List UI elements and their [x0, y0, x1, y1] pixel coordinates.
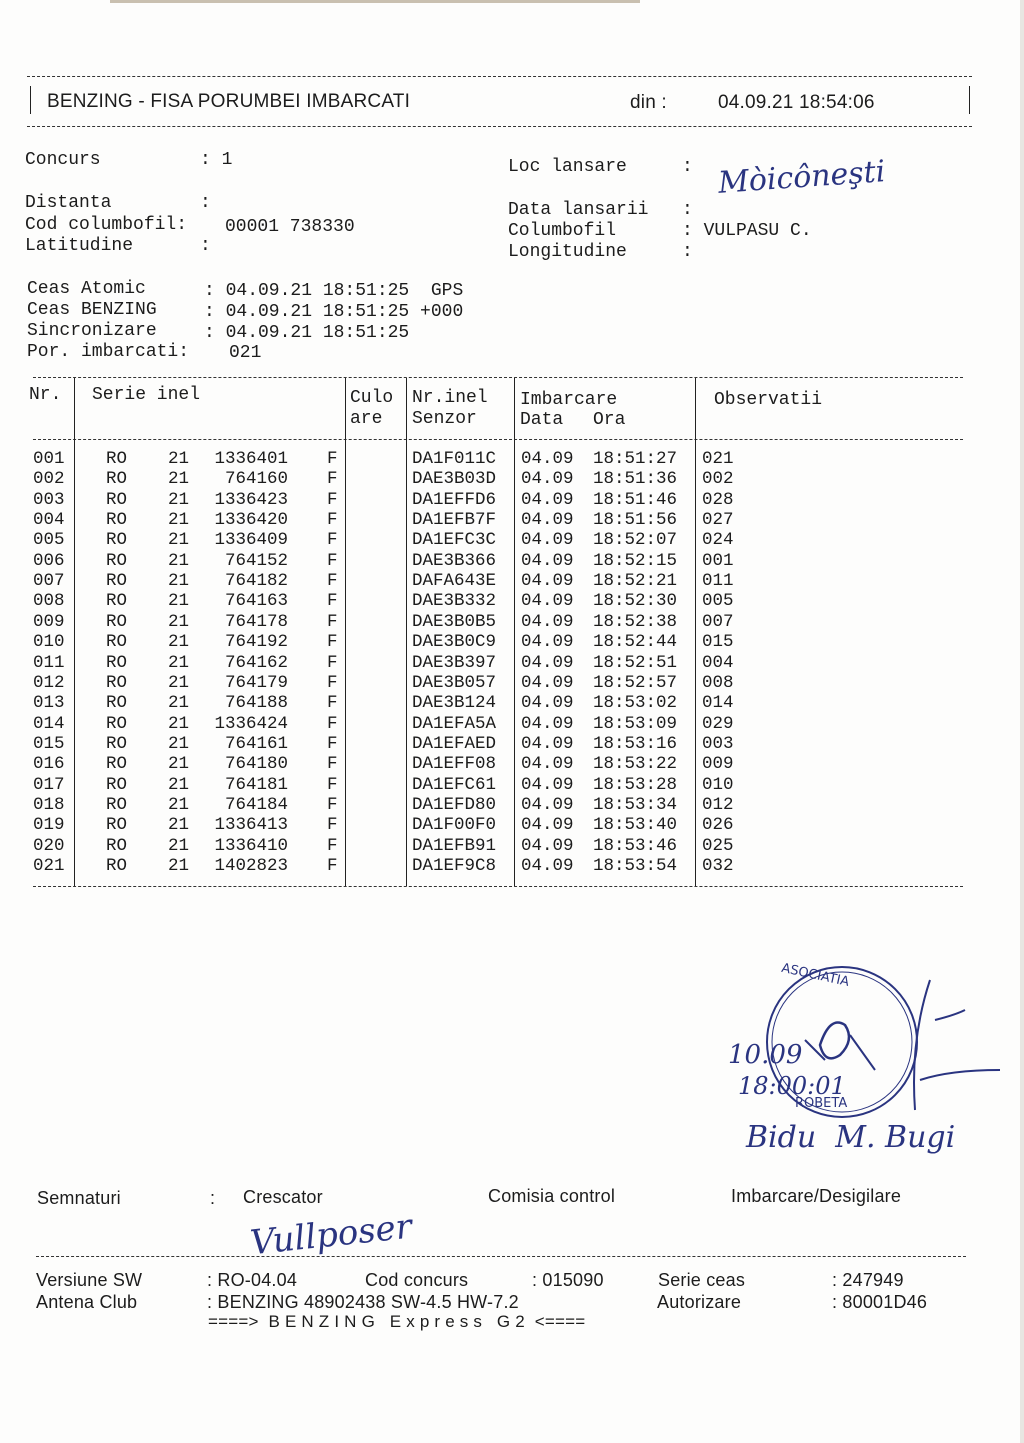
cell-senzor: DA1EFC61 [412, 774, 497, 795]
cell-data: 04.09 [521, 571, 574, 592]
cell-data: 04.09 [521, 774, 574, 795]
cell-sex: F [327, 856, 338, 876]
cell-observatii: 025 [702, 835, 734, 856]
header-right-border [969, 86, 970, 114]
header-din-label: din : [630, 92, 667, 113]
cell-senzor: DAE3B397 [412, 652, 497, 673]
header-din-value: 04.09.21 18:54:06 [718, 92, 875, 113]
cell-tara: RO [106, 489, 128, 510]
cell-data: 04.09 [521, 632, 574, 653]
cell-ora: 18:52:07 [593, 530, 678, 551]
cell-sex: F [327, 632, 338, 653]
cell-inel: 764179 [224, 672, 288, 693]
cell-ora: 18:52:30 [593, 591, 678, 612]
cell-data: 04.09 [521, 835, 574, 856]
cell-tara: RO [106, 550, 128, 571]
antena-club-label: Antena Club [36, 1292, 138, 1312]
cell-data: 04.09 [521, 591, 574, 612]
cell-observatii: 015 [702, 632, 734, 653]
table-row [0, 653, 1024, 673]
cell-tara: RO [106, 611, 128, 632]
versiune-sw-label: Versiune SW [36, 1270, 143, 1290]
table-row [0, 734, 1024, 754]
table-row [0, 815, 1024, 835]
stamp-text-bottom: ROBETA [795, 1096, 848, 1111]
cell-observatii: 005 [702, 591, 734, 612]
cell-ora: 18:52:51 [593, 652, 678, 673]
cell-an: 21 [168, 489, 190, 510]
header-nr-inel: Nr.inel [412, 388, 488, 408]
cell-an: 21 [168, 652, 190, 673]
table-row [0, 510, 1024, 530]
cell-data: 04.09 [521, 489, 574, 510]
cell-senzor: DAE3B03D [412, 469, 497, 490]
cell-observatii: 009 [702, 754, 734, 775]
cell-nr: 003 [33, 489, 65, 510]
por-imbarcati-label: Por. imbarcati: [27, 342, 190, 362]
cell-an: 21 [168, 815, 190, 836]
table-row [0, 632, 1024, 652]
header-data: Data [520, 410, 564, 430]
crescator-signature: Vullposer [248, 1206, 414, 1264]
cell-sex: F [327, 672, 338, 693]
por-imbarcati-value: 021 [229, 343, 262, 363]
cell-ora: 18:53:09 [593, 713, 678, 734]
autorizare-value: : 80001D46 [832, 1292, 928, 1312]
table-row [0, 795, 1024, 815]
cod-columbofil-value: 00001 738330 [225, 217, 355, 237]
header-bottom-border [27, 126, 972, 127]
cell-inel: 1336409 [214, 530, 288, 551]
distanta-label: Distanta [25, 193, 112, 213]
concurs-label: Concurs [25, 150, 101, 170]
antena-club-value: : BENZING 48902438 SW-4.5 HW-7.2 [207, 1292, 519, 1312]
cell-inel: 764182 [224, 571, 288, 592]
cell-an: 21 [168, 733, 190, 754]
cell-tara: RO [106, 632, 128, 653]
header-ora: Ora [593, 410, 626, 430]
cell-observatii: 010 [702, 774, 734, 795]
cell-observatii: 032 [702, 856, 734, 876]
cell-ora: 18:53:46 [593, 835, 678, 856]
stamp-handwritten-time: 18:00:01 [738, 1072, 846, 1100]
cod-concurs-label: Cod concurs [365, 1270, 469, 1290]
sincronizare-value: : 04.09.21 18:51:25 [204, 323, 410, 343]
cell-ora: 18:52:21 [593, 571, 678, 592]
table-row [0, 673, 1024, 693]
stamp-text-top: ASOCIATIA [780, 960, 851, 990]
cell-inel: 764192 [224, 632, 288, 653]
header-culo: Culo [350, 388, 394, 408]
loc-lansare-colon: : [682, 157, 693, 177]
header-senzor: Senzor [412, 409, 477, 429]
cell-inel: 764162 [224, 652, 288, 673]
cell-inel: 1336423 [214, 489, 288, 510]
cell-senzor: DAE3B124 [412, 693, 497, 714]
table-bottom-border [33, 886, 963, 887]
cell-data: 04.09 [521, 449, 574, 469]
cell-an: 21 [168, 794, 190, 815]
cell-nr: 015 [33, 733, 65, 754]
header-imbarcare: Imbarcare [520, 390, 618, 410]
table-top-border [33, 377, 963, 378]
cell-tara: RO [106, 469, 128, 490]
cell-ora: 18:52:57 [593, 672, 678, 693]
cell-data: 04.09 [521, 510, 574, 531]
header-title: BENZING - FISA PORUMBEI IMBARCATI [47, 91, 411, 112]
cell-senzor: DAE3B0C9 [412, 632, 497, 653]
header-top-border [27, 76, 972, 77]
versiune-sw-value: : RO-04.04 [207, 1270, 298, 1290]
data-lansarii-colon: : [682, 200, 693, 220]
cell-an: 21 [168, 611, 190, 632]
cell-observatii: 011 [702, 571, 734, 592]
cell-senzor: DA1EFA5A [412, 713, 497, 734]
table-row [0, 612, 1024, 632]
cell-an: 21 [168, 591, 190, 612]
cell-sex: F [327, 469, 338, 490]
cell-observatii: 007 [702, 611, 734, 632]
cell-sex: F [327, 794, 338, 815]
cell-ora: 18:51:56 [593, 510, 678, 531]
cell-ora: 18:52:38 [593, 611, 678, 632]
cell-observatii: 014 [702, 693, 734, 714]
sincronizare-label: Sincronizare [27, 321, 157, 341]
longitudine-colon: : [682, 242, 693, 262]
table-row [0, 754, 1024, 774]
latitudine-value: : [200, 236, 211, 256]
cell-data: 04.09 [521, 530, 574, 551]
cell-senzor: DA1F00F0 [412, 815, 497, 836]
cell-sex: F [327, 571, 338, 592]
table-row [0, 449, 1024, 469]
cell-data: 04.09 [521, 550, 574, 571]
cell-inel: 1336410 [214, 835, 288, 856]
table-row [0, 775, 1024, 795]
cell-data: 04.09 [521, 611, 574, 632]
cell-data: 04.09 [521, 794, 574, 815]
table-header-separator [33, 439, 963, 440]
cell-nr: 010 [33, 632, 65, 653]
cell-inel: 764160 [224, 469, 288, 490]
cell-inel: 764180 [224, 754, 288, 775]
cell-data: 04.09 [521, 672, 574, 693]
cell-sex: F [327, 510, 338, 531]
loc-lansare-label: Loc lansare [508, 157, 627, 177]
cell-tara: RO [106, 591, 128, 612]
cell-observatii: 008 [702, 672, 734, 693]
cell-tara: RO [106, 794, 128, 815]
autorizare-label: Autorizare [657, 1292, 742, 1312]
table-row [0, 530, 1024, 550]
cell-inel: 764181 [224, 774, 288, 795]
table-row [0, 490, 1024, 510]
cell-ora: 18:51:36 [593, 469, 678, 490]
cell-sex: F [327, 611, 338, 632]
cell-senzor: DA1EFD80 [412, 794, 497, 815]
cell-data: 04.09 [521, 856, 574, 876]
imbarcare-desigilare-label: Imbarcare/Desigilare [731, 1186, 902, 1206]
cell-sex: F [327, 652, 338, 673]
cell-nr: 008 [33, 591, 65, 612]
cell-sex: F [327, 693, 338, 714]
cell-observatii: 021 [702, 449, 734, 469]
cell-tara: RO [106, 835, 128, 856]
scan-edge-line [110, 0, 640, 3]
cell-nr: 007 [33, 571, 65, 592]
commission-signature: Bidu M. Bugi [746, 1120, 956, 1155]
cell-tara: RO [106, 510, 128, 531]
cell-ora: 18:53:02 [593, 693, 678, 714]
columbofil-label: Columbofil [508, 221, 617, 241]
cell-tara: RO [106, 713, 128, 734]
cell-observatii: 029 [702, 713, 734, 734]
signature-line [36, 1256, 966, 1257]
ceas-atomic-value: : 04.09.21 18:51:25 GPS [204, 281, 464, 301]
cell-senzor: DAE3B057 [412, 672, 497, 693]
cell-ora: 18:51:27 [593, 449, 678, 469]
cell-an: 21 [168, 713, 190, 734]
cod-columbofil-label: Cod columbofil: [25, 215, 188, 235]
cell-sex: F [327, 550, 338, 571]
cell-ora: 18:53:28 [593, 774, 678, 795]
cell-inel: 1336424 [214, 713, 288, 734]
semnaturi-colon: : [210, 1188, 216, 1208]
cell-tara: RO [106, 449, 128, 469]
cell-nr: 011 [33, 652, 65, 673]
cell-ora: 18:53:40 [593, 815, 678, 836]
header-left-border [30, 86, 31, 114]
cell-an: 21 [168, 550, 190, 571]
cod-concurs-value: : 015090 [532, 1270, 604, 1290]
cell-senzor: DA1EF9C8 [412, 856, 497, 876]
cell-observatii: 004 [702, 652, 734, 673]
cell-tara: RO [106, 571, 128, 592]
crescator-label: Crescator [243, 1187, 323, 1207]
latitudine-label: Latitudine [25, 236, 134, 256]
loc-lansare-handwritten: Mòicôneşti [716, 154, 887, 201]
cell-tara: RO [106, 693, 128, 714]
cell-sex: F [327, 489, 338, 510]
cell-tara: RO [106, 530, 128, 551]
cell-an: 21 [168, 510, 190, 531]
cell-inel: 1336413 [214, 815, 288, 836]
cell-ora: 18:53:34 [593, 794, 678, 815]
cell-data: 04.09 [521, 652, 574, 673]
cell-senzor: DA1F011C [412, 449, 497, 469]
cell-an: 21 [168, 530, 190, 551]
cell-senzor: DAE3B0B5 [412, 611, 497, 632]
cell-an: 21 [168, 469, 190, 490]
cell-an: 21 [168, 835, 190, 856]
cell-tara: RO [106, 754, 128, 775]
cell-nr: 004 [33, 510, 65, 531]
cell-nr: 013 [33, 693, 65, 714]
cell-nr: 018 [33, 794, 65, 815]
header-are: are [350, 409, 383, 429]
cell-an: 21 [168, 693, 190, 714]
cell-observatii: 024 [702, 530, 734, 551]
cell-ora: 18:52:44 [593, 632, 678, 653]
cell-nr: 006 [33, 550, 65, 571]
table-row [0, 693, 1024, 713]
cell-senzor: DA1EFAED [412, 733, 497, 754]
cell-ora: 18:51:46 [593, 489, 678, 510]
cell-nr: 014 [33, 713, 65, 734]
cell-sex: F [327, 530, 338, 551]
cell-observatii: 028 [702, 489, 734, 510]
cell-sex: F [327, 733, 338, 754]
cell-senzor: DA1EFFD6 [412, 489, 497, 510]
cell-sex: F [327, 591, 338, 612]
semnaturi-label: Semnaturi [37, 1188, 121, 1208]
table-row [0, 591, 1024, 611]
cell-senzor: DA1EFB7F [412, 510, 497, 531]
cell-nr: 020 [33, 835, 65, 856]
cell-tara: RO [106, 652, 128, 673]
columbofil-value: : VULPASU C. [682, 221, 812, 241]
header-nr: Nr. [29, 385, 62, 405]
table-row [0, 469, 1024, 489]
cell-nr: 017 [33, 774, 65, 795]
distanta-value: : [200, 193, 211, 213]
cell-inel: 1336401 [214, 449, 288, 469]
cell-inel: 764161 [224, 733, 288, 754]
cell-an: 21 [168, 449, 190, 469]
cell-ora: 18:52:15 [593, 550, 678, 571]
cell-ora: 18:53:16 [593, 733, 678, 754]
cell-data: 04.09 [521, 713, 574, 734]
cell-nr: 002 [33, 469, 65, 490]
cell-data: 04.09 [521, 693, 574, 714]
cell-senzor: DAE3B366 [412, 550, 497, 571]
cell-observatii: 001 [702, 550, 734, 571]
ceas-atomic-label: Ceas Atomic [27, 279, 146, 299]
cell-nr: 005 [33, 530, 65, 551]
cell-data: 04.09 [521, 733, 574, 754]
header-observatii: Observatii [714, 390, 823, 410]
cell-an: 21 [168, 774, 190, 795]
cell-sex: F [327, 835, 338, 856]
cell-data: 04.09 [521, 815, 574, 836]
benzing-banner: ====> B E N Z I N G E x p r e s s G 2 <==== [208, 1312, 586, 1331]
cell-inel: 1402823 [214, 856, 288, 876]
cell-nr: 012 [33, 672, 65, 693]
cell-nr: 021 [33, 856, 65, 876]
stamp-handwritten-date: 10.09 [728, 1040, 803, 1070]
serie-ceas-value: : 247949 [832, 1270, 904, 1290]
table-row [0, 551, 1024, 571]
cell-observatii: 027 [702, 510, 734, 531]
cell-senzor: DA1EFC3C [412, 530, 497, 551]
cell-ora: 18:53:54 [593, 856, 678, 876]
cell-senzor: DA1EFF08 [412, 754, 497, 775]
comisia-control-label: Comisia control [488, 1186, 616, 1206]
table-row [0, 571, 1024, 591]
cell-inel: 764152 [224, 550, 288, 571]
cell-observatii: 002 [702, 469, 734, 490]
serie-ceas-label: Serie ceas [658, 1270, 746, 1290]
cell-inel: 764163 [224, 591, 288, 612]
cell-nr: 019 [33, 815, 65, 836]
cell-data: 04.09 [521, 754, 574, 775]
cell-an: 21 [168, 571, 190, 592]
cell-sex: F [327, 774, 338, 795]
data-lansarii-label: Data lansarii [508, 200, 649, 220]
cell-tara: RO [106, 856, 128, 876]
stamp-area [720, 960, 1010, 1170]
cell-observatii: 012 [702, 794, 734, 815]
cell-tara: RO [106, 774, 128, 795]
cell-nr: 016 [33, 754, 65, 775]
cell-sex: F [327, 754, 338, 775]
longitudine-label: Longitudine [508, 242, 627, 262]
ceas-benzing-value: : 04.09.21 18:51:25 +000 [204, 302, 464, 322]
cell-an: 21 [168, 632, 190, 653]
header-serie-inel: Serie inel [92, 385, 201, 405]
cell-sex: F [327, 449, 338, 469]
cell-senzor: DAE3B332 [412, 591, 497, 612]
cell-observatii: 003 [702, 733, 734, 754]
cell-an: 21 [168, 754, 190, 775]
table-row [0, 836, 1024, 856]
cell-tara: RO [106, 815, 128, 836]
cell-inel: 1336420 [214, 510, 288, 531]
concurs-value: : 1 [200, 150, 233, 170]
cell-an: 21 [168, 672, 190, 693]
cell-senzor: DAFA643E [412, 571, 497, 592]
ceas-benzing-label: Ceas BENZING [27, 300, 157, 320]
cell-ora: 18:53:22 [593, 754, 678, 775]
cell-nr: 009 [33, 611, 65, 632]
cell-sex: F [327, 713, 338, 734]
cell-tara: RO [106, 672, 128, 693]
cell-nr: 001 [33, 449, 65, 469]
cell-sex: F [327, 815, 338, 836]
cell-an: 21 [168, 856, 190, 876]
cell-inel: 764178 [224, 611, 288, 632]
cell-senzor: DA1EFB91 [412, 835, 497, 856]
cell-inel: 764188 [224, 693, 288, 714]
cell-inel: 764184 [224, 794, 288, 815]
cell-observatii: 026 [702, 815, 734, 836]
cell-tara: RO [106, 733, 128, 754]
table-row [0, 856, 1024, 876]
cell-data: 04.09 [521, 469, 574, 490]
table-row [0, 714, 1024, 734]
